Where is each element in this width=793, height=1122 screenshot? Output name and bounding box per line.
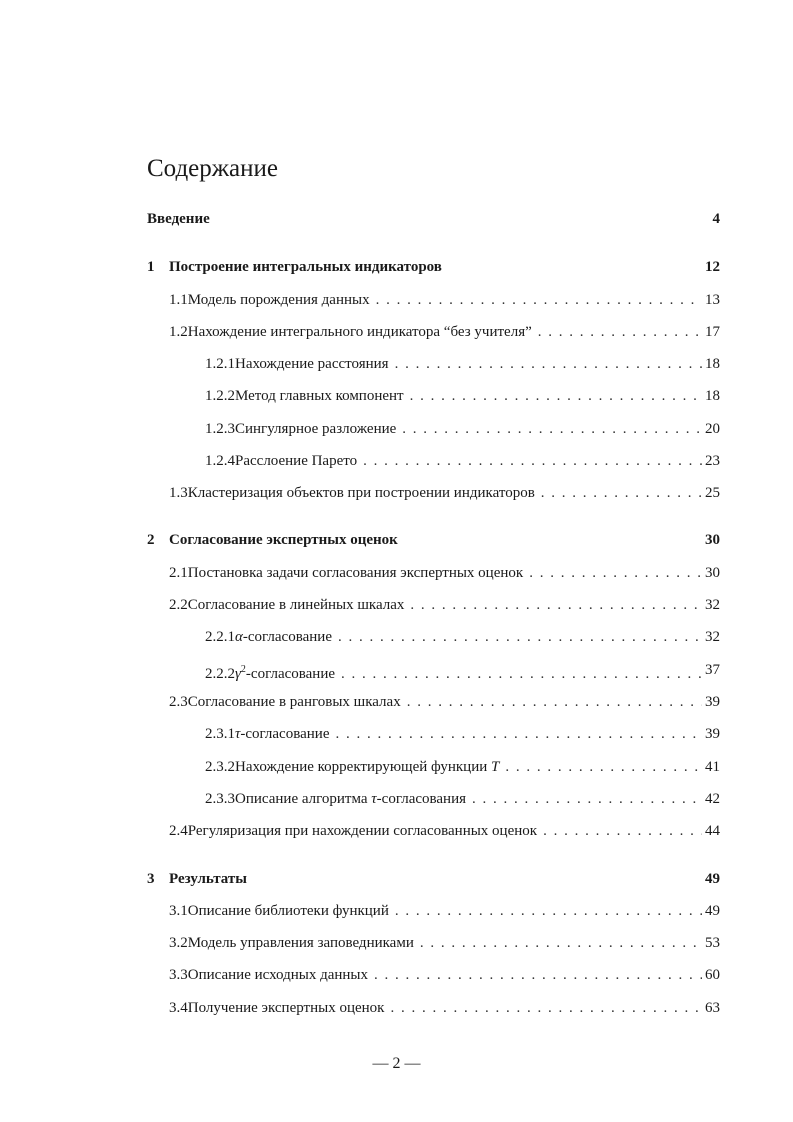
toc-entry-number: 2.3 xyxy=(169,694,188,710)
toc-entry-label: Метод главных компонент xyxy=(235,388,404,404)
toc-entry-subsection-1-2-3[interactable] xyxy=(205,417,720,441)
toc-entry-page: 37 xyxy=(705,662,720,678)
toc-entry-label-text: -согласование xyxy=(242,629,332,645)
math-symbol-gamma: γ xyxy=(235,666,241,682)
toc-entry-label: Согласование экспертных оценок xyxy=(169,532,398,548)
toc-entry-label-text: -согласования xyxy=(376,791,467,807)
toc-leader-dots xyxy=(363,449,702,473)
toc-entry-label: Кластеризация объектов при построении индикаторов xyxy=(187,485,535,501)
toc-entry-label xyxy=(235,625,332,649)
toc-entry-page: 17 xyxy=(705,324,720,340)
toc-entry-number: 3 xyxy=(147,871,155,887)
toc-entry-subsection-1-2-1[interactable] xyxy=(205,352,720,376)
math-symbol-tau: τ xyxy=(235,726,241,742)
toc-entry-label: Сингулярное разложение xyxy=(235,421,397,437)
toc-entry-section-1-1[interactable] xyxy=(169,288,720,312)
toc-entry-page: 53 xyxy=(705,935,720,951)
toc-entry-page: 60 xyxy=(705,967,720,983)
toc-entry-label xyxy=(235,722,329,746)
toc-leader-dots xyxy=(472,787,702,811)
toc-entry-number: 1 xyxy=(147,259,155,275)
toc-entry-label: Результаты xyxy=(169,871,247,887)
toc-entry-label: Согласование в ранговых шкалах xyxy=(187,694,401,710)
toc-entry-page: 20 xyxy=(705,421,720,437)
toc-entry-number: 1.1 xyxy=(169,292,188,308)
toc-entry-label: Модель порождения данных xyxy=(187,292,370,308)
toc-entry-number: 2.3.2 xyxy=(205,759,235,775)
toc-entry-page: 44 xyxy=(705,823,720,839)
toc-leader-dots xyxy=(543,819,702,843)
toc-entry-subsection-1-2-4[interactable] xyxy=(205,449,720,473)
toc-entry-page: 12 xyxy=(705,259,720,275)
toc-entry-number: 2 xyxy=(147,532,155,548)
toc-entry-page: 13 xyxy=(705,292,720,308)
toc-leader-dots xyxy=(420,931,702,955)
toc-entry-number: 2.2 xyxy=(169,597,188,613)
toc-entry-number: 1.3 xyxy=(169,485,188,501)
toc-entry-section-1-3[interactable] xyxy=(169,481,720,505)
toc-entry-section-3-1[interactable] xyxy=(169,899,720,923)
toc-entry-page: 30 xyxy=(705,565,720,581)
toc-entry-label: Регуляризация при нахождении согласованных оценок xyxy=(187,823,538,839)
toc-leader-dots xyxy=(402,417,702,441)
toc-entry-page: 18 xyxy=(705,388,720,404)
toc-entry-page: 49 xyxy=(705,903,720,919)
toc-entry-number: 2.3.1 xyxy=(205,726,235,742)
toc-entry-label: Нахождение интегрального индикатора “без учителя” xyxy=(187,324,532,340)
toc-entry-label: Постановка задачи согласования экспертных оценок xyxy=(187,565,524,581)
toc-entry-section-3-4[interactable] xyxy=(169,996,720,1020)
toc-leader-dots xyxy=(390,996,702,1020)
toc-entry-page: 41 xyxy=(705,759,720,775)
toc-entry-subsection-2-3-1[interactable] xyxy=(205,722,720,746)
toc-entry-chapter-3[interactable] xyxy=(147,867,720,891)
toc-entry-section-3-3[interactable] xyxy=(169,963,720,987)
toc-entry-label: Модель управления заповедниками xyxy=(187,935,414,951)
toc-entry-number: 1.2.1 xyxy=(205,356,235,372)
toc-entry-section-2-3[interactable] xyxy=(169,690,720,714)
toc-entry-section-2-1[interactable] xyxy=(169,561,720,585)
toc-entry-number: 2.2.1 xyxy=(205,629,235,645)
toc-entry-label: Введение xyxy=(147,211,210,227)
math-symbol-tau: τ xyxy=(371,791,377,807)
toc-entry-label: Построение интегральных индикаторов xyxy=(169,259,442,275)
toc-entry-intro[interactable] xyxy=(147,207,720,231)
toc-entry-label-text: Нахождение корректирующей функции xyxy=(235,759,492,775)
toc-entry-page: 23 xyxy=(705,453,720,469)
toc-entry-number: 3.1 xyxy=(169,903,188,919)
toc-entry-page: 25 xyxy=(705,485,720,501)
toc-entry-page: 63 xyxy=(705,1000,720,1016)
toc-leader-dots xyxy=(376,288,702,312)
toc-entry-label-text: Описание алгоритма xyxy=(235,791,372,807)
toc-leader-dots xyxy=(338,625,702,649)
toc-leader-dots xyxy=(410,593,702,617)
toc-leader-dots xyxy=(538,320,702,344)
toc-entry-subsection-2-2-1[interactable] xyxy=(205,625,720,649)
toc-entry-label xyxy=(235,658,335,686)
toc-entry-label-text: -согласование xyxy=(240,726,330,742)
toc-entry-number: 2.2.2 xyxy=(205,666,235,682)
toc-entry-label: Получение экспертных оценок xyxy=(187,1000,385,1016)
toc-entry-number: 1.2.3 xyxy=(205,421,235,437)
toc-entry-section-3-2[interactable] xyxy=(169,931,720,955)
toc-leader-dots xyxy=(341,662,702,686)
toc-entry-number: 3.2 xyxy=(169,935,188,951)
toc-entry-page: 39 xyxy=(705,694,720,710)
toc-entry-page: 4 xyxy=(712,211,720,227)
toc-entry-section-2-4[interactable] xyxy=(169,819,720,843)
toc-entry-subsection-2-3-3[interactable] xyxy=(205,787,720,811)
toc-entry-number: 3.3 xyxy=(169,967,188,983)
math-superscript: 2 xyxy=(240,664,246,675)
toc-leader-dots xyxy=(410,384,702,408)
toc-entry-label: Описание исходных данных xyxy=(187,967,368,983)
toc-entry-number: 1.2.2 xyxy=(205,388,235,404)
toc-entry-page: 32 xyxy=(705,629,720,645)
toc-entry-label: Расслоение Парето xyxy=(235,453,358,469)
page-number: — 2 — xyxy=(372,1055,421,1072)
toc-entry-page: 49 xyxy=(705,871,720,887)
toc-entry-label-text: -согласование xyxy=(245,666,336,682)
toc-entry-section-1-2[interactable] xyxy=(169,320,720,344)
toc-entry-label: Согласование в линейных шкалах xyxy=(187,597,405,613)
toc-entry-label: Нахождение расстояния xyxy=(235,356,389,372)
toc-entry-chapter-2[interactable] xyxy=(147,528,720,552)
toc-entry-number: 3.4 xyxy=(169,1000,188,1016)
toc-entry-page: 32 xyxy=(705,597,720,613)
toc-entry-page: 18 xyxy=(705,356,720,372)
toc-entry-subsection-2-2-2[interactable] xyxy=(205,658,720,682)
toc-entry-subsection-2-3-2[interactable] xyxy=(205,755,720,779)
math-symbol-T: T xyxy=(491,759,500,775)
page-title: Содержание xyxy=(147,155,278,182)
toc-entry-number: 2.4 xyxy=(169,823,188,839)
toc-entry-page: 39 xyxy=(705,726,720,742)
math-symbol-alpha: α xyxy=(235,629,243,645)
toc-leader-dots xyxy=(529,561,702,585)
toc-leader-dots xyxy=(395,899,702,923)
toc-leader-dots xyxy=(541,481,702,505)
toc-entry-number: 1.2 xyxy=(169,324,188,340)
toc-entry-page: 42 xyxy=(705,791,720,807)
toc-entry-label: Описание библиотеки функций xyxy=(187,903,389,919)
toc-entry-subsection-1-2-2[interactable] xyxy=(205,384,720,408)
toc-entry-number: 2.1 xyxy=(169,565,188,581)
toc-entry-number: 1.2.4 xyxy=(205,453,235,469)
toc-entry-number: 2.3.3 xyxy=(205,791,235,807)
toc-entry-page: 30 xyxy=(705,532,720,548)
toc-entry-label xyxy=(235,755,499,779)
toc-leader-dots xyxy=(374,963,702,987)
toc-leader-dots xyxy=(335,722,702,746)
toc-entry-chapter-1[interactable] xyxy=(147,255,720,279)
toc-leader-dots xyxy=(407,690,702,714)
toc-entry-label xyxy=(235,787,466,811)
toc-entry-section-2-2[interactable] xyxy=(169,593,720,617)
toc-leader-dots xyxy=(505,755,702,779)
toc-leader-dots xyxy=(395,352,702,376)
